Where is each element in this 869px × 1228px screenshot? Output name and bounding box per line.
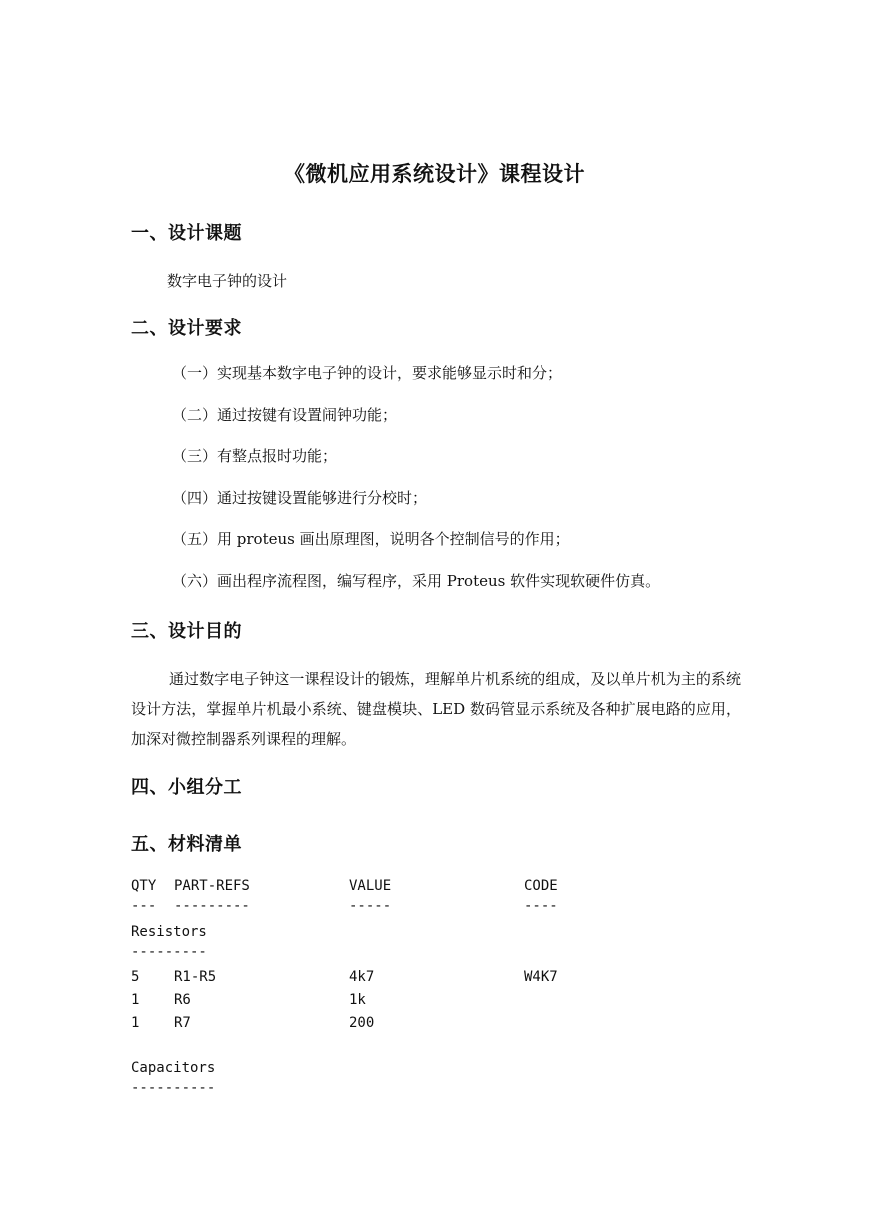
- table-cell-qty: 1: [131, 1015, 140, 1031]
- requirement-item: （四）通过按键设置能够进行分校时；: [172, 488, 428, 507]
- topic-content: 数字电子钟的设计: [167, 272, 288, 290]
- table-cell-part-refs: R1-R5: [174, 969, 217, 985]
- table-cell-value: 4k7: [349, 969, 375, 985]
- section-heading-division: 四、小组分工: [131, 777, 242, 798]
- table-cell-part-refs: R6: [174, 992, 191, 1008]
- group-underline: ----------: [131, 1080, 216, 1096]
- requirement-item: （六）画出程序流程图，编写程序，采用 Proteus 软件实现软硬件仿真。: [172, 571, 661, 590]
- group-title-resistors: Resistors: [131, 924, 207, 940]
- column-header-qty: QTY: [131, 878, 157, 894]
- requirement-item: （五）用 proteus 画出原理图，说明各个控制信号的作用；: [172, 530, 570, 549]
- column-divider: ---------: [174, 898, 250, 914]
- requirements-list: [172, 363, 660, 613]
- section-heading-purpose: 三、设计目的: [131, 621, 242, 642]
- requirement-item: （二）通过按键有设置闹钟功能；: [172, 405, 398, 424]
- table-cell-code: W4K7: [524, 969, 558, 985]
- group-underline: ---------: [131, 944, 207, 960]
- page-title: 《微机应用系统设计》课程设计: [284, 162, 585, 186]
- table-cell-qty: 5: [131, 969, 140, 985]
- requirement-item: （一）实现基本数字电子钟的设计，要求能够显示时和分；: [172, 364, 563, 382]
- table-cell-value: 1k: [349, 992, 366, 1008]
- table-cell-value: 200: [349, 1015, 375, 1031]
- table-cell-qty: 1: [131, 992, 140, 1008]
- column-divider: -----: [349, 898, 392, 914]
- requirement-item: （三）有整点报时功能；: [172, 447, 338, 466]
- column-header-code: CODE: [524, 878, 558, 894]
- section-heading-materials: 五、材料清单: [131, 834, 242, 855]
- column-divider: ----: [524, 898, 558, 914]
- table-cell-part-refs: R7: [174, 1015, 191, 1031]
- group-title-capacitors: Capacitors: [131, 1060, 216, 1076]
- section-heading-topic: 一、设计课题: [131, 223, 242, 244]
- column-header-value: VALUE: [349, 878, 392, 894]
- purpose-paragraph: 通过数字电子钟这一课程设计的锻炼，理解单片机系统的组成，及以单片机为主的系统设计方法，掌握单片机最小系统、键盘模块、LED 数码管显示系统及各种扩展电路的应用，加深对微控制器系列课程的理解。: [131, 670, 741, 748]
- column-divider: ---: [131, 898, 157, 914]
- column-header-part-refs: PART-REFS: [174, 878, 250, 894]
- section-heading-requirements: 二、设计要求: [131, 318, 242, 339]
